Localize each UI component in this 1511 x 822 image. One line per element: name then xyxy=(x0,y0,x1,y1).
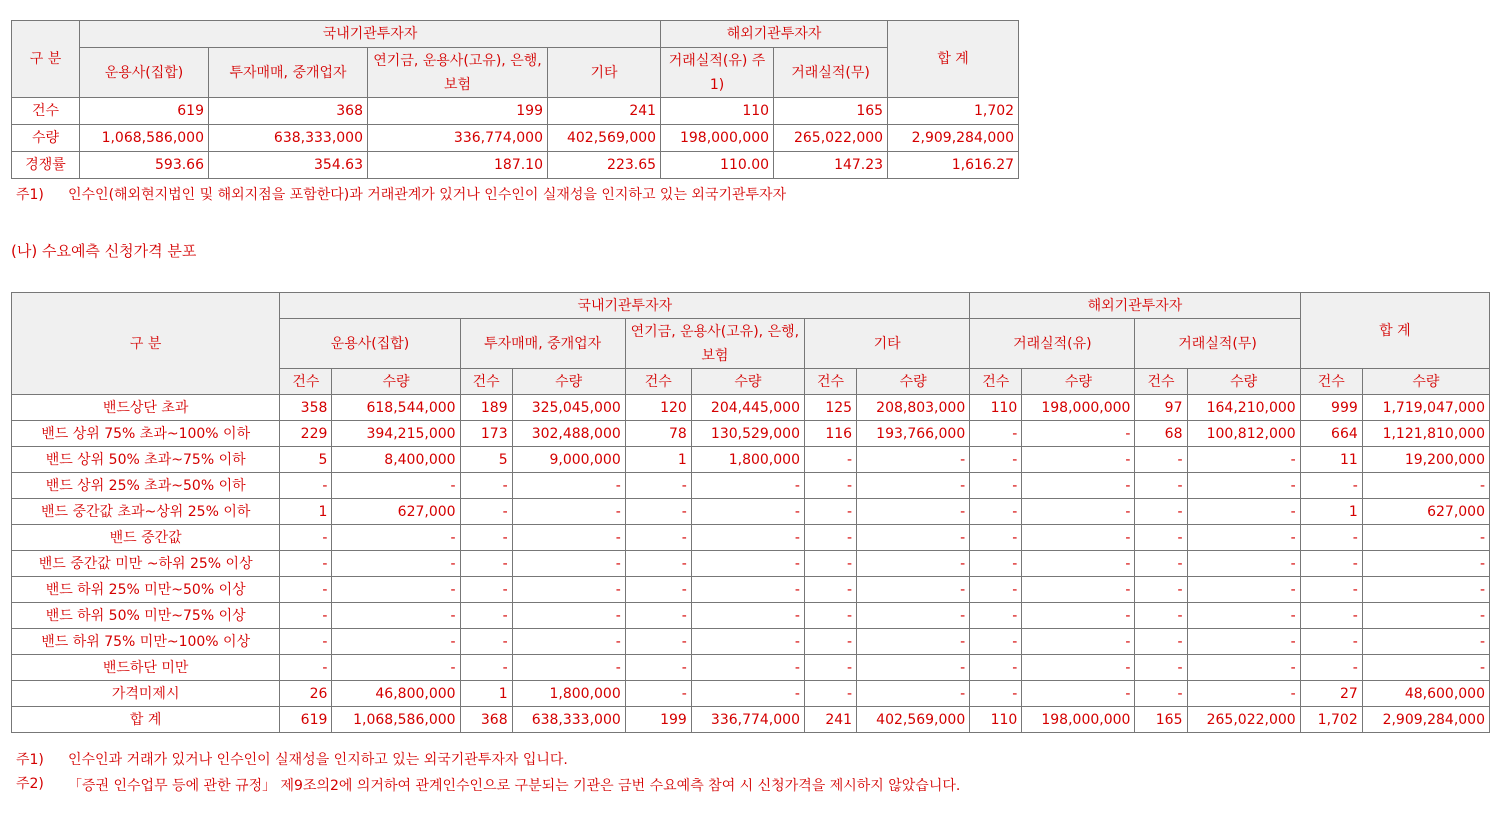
row-label: 가격미제시 xyxy=(12,681,280,707)
qty-value: - xyxy=(857,603,970,629)
count-value: - xyxy=(970,577,1022,603)
qty-value: - xyxy=(1187,525,1300,551)
qty-value: 1,121,810,000 xyxy=(1362,421,1489,447)
qty-value: - xyxy=(1022,525,1135,551)
count-value: - xyxy=(1300,525,1362,551)
count-value: - xyxy=(1300,629,1362,655)
table-row xyxy=(12,629,1490,655)
participation-table xyxy=(11,20,1019,179)
row-label: 밴드 하위 75% 미만~100% 이상 xyxy=(12,629,280,655)
count-value: - xyxy=(625,655,691,681)
qty-value: 1,719,047,000 xyxy=(1362,395,1489,421)
count-value: - xyxy=(1135,473,1187,499)
qty-value: - xyxy=(1022,681,1135,707)
qty-value: 1,068,586,000 xyxy=(332,707,460,733)
footnote-mark: 주1) xyxy=(16,187,44,203)
qty-value: - xyxy=(1022,473,1135,499)
count-value: - xyxy=(280,655,332,681)
qty-value: 130,529,000 xyxy=(691,421,804,447)
count-value: - xyxy=(970,655,1022,681)
qty-value: - xyxy=(512,629,625,655)
subhead-trade-yes: 거래실적(유) xyxy=(970,319,1135,369)
count-value: - xyxy=(280,551,332,577)
count-header: 건수 xyxy=(625,369,691,395)
qty-value: - xyxy=(512,473,625,499)
count-value: - xyxy=(460,577,512,603)
count-value: 664 xyxy=(1300,421,1362,447)
footnote-mark: 주2) xyxy=(16,776,44,792)
subhead-broker: 투자매매, 중개업자 xyxy=(209,48,368,98)
qty-value: - xyxy=(691,551,804,577)
footnote-mark: 주1) xyxy=(16,752,44,768)
count-value: 1 xyxy=(460,681,512,707)
qty-value: 638,333,000 xyxy=(512,707,625,733)
qty-value: 198,000,000 xyxy=(1022,395,1135,421)
table-row xyxy=(12,551,1490,577)
cell-value: 265,022,000 xyxy=(774,125,888,152)
qty-value: - xyxy=(1022,577,1135,603)
qty-value: - xyxy=(332,551,460,577)
count-value: - xyxy=(970,447,1022,473)
qty-value: 9,000,000 xyxy=(512,447,625,473)
count-value: 358 xyxy=(280,395,332,421)
qty-value: - xyxy=(332,473,460,499)
qty-value: - xyxy=(691,577,804,603)
qty-header: 수량 xyxy=(857,369,970,395)
qty-value: - xyxy=(1187,473,1300,499)
count-value: - xyxy=(460,655,512,681)
qty-value: - xyxy=(1187,629,1300,655)
cell-value: 223.65 xyxy=(548,152,661,179)
count-value: - xyxy=(280,603,332,629)
count-value: - xyxy=(280,577,332,603)
qty-value: 265,022,000 xyxy=(1187,707,1300,733)
qty-value: - xyxy=(512,551,625,577)
qty-value: - xyxy=(1187,447,1300,473)
qty-value: - xyxy=(857,499,970,525)
qty-value: - xyxy=(1022,603,1135,629)
count-value: 97 xyxy=(1135,395,1187,421)
count-value: - xyxy=(1300,551,1362,577)
qty-value: - xyxy=(332,629,460,655)
count-value: 189 xyxy=(460,395,512,421)
count-value: - xyxy=(970,499,1022,525)
row-label: 밴드상단 초과 xyxy=(12,395,280,421)
row-label: 밴드 상위 50% 초과~75% 이하 xyxy=(12,447,280,473)
count-value: - xyxy=(804,551,856,577)
footnote-3 xyxy=(16,774,1053,798)
count-value: - xyxy=(625,681,691,707)
footnote-text: 인수인과 거래가 있거나 인수인이 실재성을 인지하고 있는 외국기관투자자 입니다. xyxy=(68,752,568,768)
cell-value: 1,702 xyxy=(888,98,1019,125)
subhead-trade-no: 거래실적(무) xyxy=(774,48,888,98)
qty-value: - xyxy=(857,577,970,603)
section-title: (나) 수요예측 신청가격 분포 xyxy=(11,242,197,260)
qty-value: - xyxy=(1022,447,1135,473)
qty-value: 48,600,000 xyxy=(1362,681,1489,707)
footnote-text: 인수인(해외현지법인 및 해외지점을 포함한다)과 거래관계가 있거나 인수인이 실재성을 인지하고 있는 외국기관투자자 xyxy=(68,187,787,203)
cell-value: 110.00 xyxy=(661,152,774,179)
cell-value: 198,000,000 xyxy=(661,125,774,152)
count-value: - xyxy=(1135,447,1187,473)
subhead-etc: 기타 xyxy=(548,48,661,98)
qty-value: 208,803,000 xyxy=(857,395,970,421)
domestic-header: 국내기관투자자 xyxy=(80,21,661,48)
qty-value: - xyxy=(691,525,804,551)
subhead-fund: 운용사(집합) xyxy=(80,48,209,98)
qty-value: 198,000,000 xyxy=(1022,707,1135,733)
qty-value: - xyxy=(1362,603,1489,629)
table-row xyxy=(12,655,1490,681)
count-value: - xyxy=(970,629,1022,655)
qty-value: - xyxy=(691,603,804,629)
qty-value: 336,774,000 xyxy=(691,707,804,733)
count-value: - xyxy=(970,525,1022,551)
qty-value: 394,215,000 xyxy=(332,421,460,447)
count-value: - xyxy=(1300,603,1362,629)
count-value: - xyxy=(460,525,512,551)
footnote-2 xyxy=(16,750,568,770)
count-value: - xyxy=(625,629,691,655)
qty-value: - xyxy=(512,603,625,629)
total-header: 합 계 xyxy=(888,21,1019,98)
count-value: - xyxy=(625,525,691,551)
qty-value: - xyxy=(857,629,970,655)
count-value: - xyxy=(804,603,856,629)
cell-value: 593.66 xyxy=(80,152,209,179)
count-value: - xyxy=(970,473,1022,499)
count-value: 199 xyxy=(625,707,691,733)
cell-value: 187.10 xyxy=(368,152,548,179)
count-value: - xyxy=(460,603,512,629)
cell-value: 147.23 xyxy=(774,152,888,179)
qty-value: 204,445,000 xyxy=(691,395,804,421)
qty-value: - xyxy=(691,473,804,499)
row-label: 밴드 하위 25% 미만~50% 이상 xyxy=(12,577,280,603)
count-value: - xyxy=(1135,629,1187,655)
qty-value: - xyxy=(332,525,460,551)
row-label: 밴드 중간값 xyxy=(12,525,280,551)
count-value: 27 xyxy=(1300,681,1362,707)
qty-value: 100,812,000 xyxy=(1187,421,1300,447)
qty-value: 164,210,000 xyxy=(1187,395,1300,421)
table-row xyxy=(12,152,1019,179)
count-value: 999 xyxy=(1300,395,1362,421)
count-value: - xyxy=(804,473,856,499)
count-value: 11 xyxy=(1300,447,1362,473)
qty-value: - xyxy=(1362,525,1489,551)
participation-body xyxy=(12,98,1019,179)
cell-value: 110 xyxy=(661,98,774,125)
qty-value: - xyxy=(1187,655,1300,681)
cell-value: 165 xyxy=(774,98,888,125)
count-value: - xyxy=(625,499,691,525)
count-value: - xyxy=(1135,603,1187,629)
footnote-text: 「증권 인수업무 등에 관한 규정」 제9조의2에 의거하여 관계인수인으로 구분되는 기관은 금번 수요예측 참여 시 신청가격을 제시하지 않았습니다. xyxy=(68,778,961,794)
count-value: 26 xyxy=(280,681,332,707)
count-value: - xyxy=(804,629,856,655)
qty-value: - xyxy=(1022,629,1135,655)
count-value: - xyxy=(804,577,856,603)
count-value: 1 xyxy=(280,499,332,525)
cell-value: 336,774,000 xyxy=(368,125,548,152)
qty-value: - xyxy=(1022,499,1135,525)
row-label: 합 계 xyxy=(12,707,280,733)
cell-value: 402,569,000 xyxy=(548,125,661,152)
qty-value: - xyxy=(512,525,625,551)
qty-value: - xyxy=(1362,551,1489,577)
qty-header: 수량 xyxy=(512,369,625,395)
subhead-etc: 기타 xyxy=(804,319,969,369)
count-header: 건수 xyxy=(460,369,512,395)
count-header: 건수 xyxy=(1300,369,1362,395)
qty-value: 402,569,000 xyxy=(857,707,970,733)
gubun-header: 구 분 xyxy=(12,21,80,98)
count-value: 110 xyxy=(970,395,1022,421)
count-value: 78 xyxy=(625,421,691,447)
subhead-pension: 연기금, 운용사(고유), 은행, 보험 xyxy=(625,319,804,369)
count-value: 1 xyxy=(1300,499,1362,525)
table-row xyxy=(12,603,1490,629)
count-value: 229 xyxy=(280,421,332,447)
table-row xyxy=(12,473,1490,499)
qty-value: - xyxy=(691,499,804,525)
qty-value: - xyxy=(1022,421,1135,447)
cell-value: 199 xyxy=(368,98,548,125)
count-value: 68 xyxy=(1135,421,1187,447)
subhead-fund: 운용사(집합) xyxy=(280,319,460,369)
count-value: - xyxy=(460,499,512,525)
row-label: 밴드 상위 75% 초과~100% 이하 xyxy=(12,421,280,447)
cell-value: 368 xyxy=(209,98,368,125)
qty-value: - xyxy=(857,681,970,707)
table-row xyxy=(12,707,1490,733)
count-value: 619 xyxy=(280,707,332,733)
domestic-header: 국내기관투자자 xyxy=(280,293,970,319)
qty-value: - xyxy=(1362,473,1489,499)
table-row xyxy=(12,499,1490,525)
price-distribution-body xyxy=(12,395,1490,733)
row-label: 수량 xyxy=(12,125,80,152)
qty-value: - xyxy=(1187,499,1300,525)
cell-value: 2,909,284,000 xyxy=(888,125,1019,152)
subhead-pension: 연기금, 운용사(고유), 은행, 보험 xyxy=(368,48,548,98)
count-value: - xyxy=(1135,681,1187,707)
count-value: - xyxy=(804,681,856,707)
count-value: - xyxy=(1300,577,1362,603)
count-header: 건수 xyxy=(1135,369,1187,395)
count-value: 110 xyxy=(970,707,1022,733)
qty-value: 302,488,000 xyxy=(512,421,625,447)
cell-value: 638,333,000 xyxy=(209,125,368,152)
qty-value: 193,766,000 xyxy=(857,421,970,447)
count-header: 건수 xyxy=(280,369,332,395)
count-value: 5 xyxy=(280,447,332,473)
count-value: - xyxy=(625,603,691,629)
qty-value: - xyxy=(1362,577,1489,603)
qty-value: 618,544,000 xyxy=(332,395,460,421)
count-header: 건수 xyxy=(804,369,856,395)
total-header: 합 계 xyxy=(1300,293,1489,369)
count-value: 5 xyxy=(460,447,512,473)
qty-value: - xyxy=(1362,629,1489,655)
qty-value: - xyxy=(857,655,970,681)
count-value: 125 xyxy=(804,395,856,421)
cell-value: 1,616.27 xyxy=(888,152,1019,179)
count-value: 165 xyxy=(1135,707,1187,733)
qty-value: - xyxy=(691,629,804,655)
qty-value: - xyxy=(332,577,460,603)
row-label: 건수 xyxy=(12,98,80,125)
qty-value: - xyxy=(332,655,460,681)
count-value: - xyxy=(970,551,1022,577)
qty-value: 627,000 xyxy=(1362,499,1489,525)
gubun-header: 구 분 xyxy=(12,293,280,395)
count-value: - xyxy=(804,525,856,551)
count-value: - xyxy=(625,551,691,577)
cell-value: 1,068,586,000 xyxy=(80,125,209,152)
table-row xyxy=(12,525,1490,551)
qty-header: 수량 xyxy=(1362,369,1489,395)
count-value: - xyxy=(1135,499,1187,525)
qty-value: 1,800,000 xyxy=(512,681,625,707)
foreign-header: 해외기관투자자 xyxy=(970,293,1300,319)
qty-value: 2,909,284,000 xyxy=(1362,707,1489,733)
qty-value: - xyxy=(1187,603,1300,629)
qty-value: - xyxy=(691,655,804,681)
qty-value: - xyxy=(1187,551,1300,577)
table-row xyxy=(12,98,1019,125)
qty-value: 19,200,000 xyxy=(1362,447,1489,473)
count-value: 116 xyxy=(804,421,856,447)
qty-value: - xyxy=(512,499,625,525)
count-value: - xyxy=(1135,577,1187,603)
row-label: 밴드 하위 50% 미만~75% 이상 xyxy=(12,603,280,629)
row-label: 밴드하단 미만 xyxy=(12,655,280,681)
count-value: - xyxy=(460,473,512,499)
count-value: - xyxy=(1135,525,1187,551)
count-value: - xyxy=(280,525,332,551)
qty-value: - xyxy=(857,551,970,577)
count-value: - xyxy=(460,629,512,655)
qty-value: - xyxy=(1362,655,1489,681)
count-value: - xyxy=(970,603,1022,629)
qty-value: 8,400,000 xyxy=(332,447,460,473)
qty-value: - xyxy=(1022,655,1135,681)
qty-value: 325,045,000 xyxy=(512,395,625,421)
count-header: 건수 xyxy=(970,369,1022,395)
qty-header: 수량 xyxy=(691,369,804,395)
row-label: 밴드 중간값 미만 ~하위 25% 이상 xyxy=(12,551,280,577)
count-value: 1,702 xyxy=(1300,707,1362,733)
qty-value: - xyxy=(1187,577,1300,603)
count-value: 1 xyxy=(625,447,691,473)
count-value: - xyxy=(625,577,691,603)
foreign-header: 해외기관투자자 xyxy=(661,21,888,48)
qty-value: - xyxy=(1187,681,1300,707)
count-value: - xyxy=(804,655,856,681)
qty-value: - xyxy=(512,577,625,603)
count-value: 241 xyxy=(804,707,856,733)
qty-value: - xyxy=(857,525,970,551)
qty-header: 수량 xyxy=(1187,369,1300,395)
cell-value: 619 xyxy=(80,98,209,125)
count-value: - xyxy=(280,629,332,655)
qty-value: - xyxy=(332,603,460,629)
qty-value: 46,800,000 xyxy=(332,681,460,707)
qty-value: - xyxy=(512,655,625,681)
count-value: - xyxy=(460,551,512,577)
table-row xyxy=(12,421,1490,447)
table-row xyxy=(12,681,1490,707)
qty-value: 627,000 xyxy=(332,499,460,525)
count-value: - xyxy=(804,447,856,473)
qty-value: 1,800,000 xyxy=(691,447,804,473)
qty-header: 수량 xyxy=(1022,369,1135,395)
count-value: - xyxy=(970,421,1022,447)
qty-value: - xyxy=(1022,551,1135,577)
count-value: - xyxy=(804,499,856,525)
price-distribution-table xyxy=(11,292,1490,733)
row-label: 경쟁률 xyxy=(12,152,80,179)
row-label: 밴드 상위 25% 초과~50% 이하 xyxy=(12,473,280,499)
table-row xyxy=(12,125,1019,152)
cell-value: 354.63 xyxy=(209,152,368,179)
footnote-1 xyxy=(16,185,786,205)
qty-header: 수량 xyxy=(332,369,460,395)
table-row xyxy=(12,577,1490,603)
subhead-trade-no: 거래실적(무) xyxy=(1135,319,1300,369)
table-row xyxy=(12,395,1490,421)
count-value: - xyxy=(625,473,691,499)
count-value: - xyxy=(1135,551,1187,577)
count-value: - xyxy=(1135,655,1187,681)
qty-value: - xyxy=(857,447,970,473)
qty-value: - xyxy=(857,473,970,499)
table-row xyxy=(12,447,1490,473)
subhead-broker: 투자매매, 중개업자 xyxy=(460,319,625,369)
qty-value: - xyxy=(691,681,804,707)
count-value: - xyxy=(970,681,1022,707)
count-value: 368 xyxy=(460,707,512,733)
count-value: - xyxy=(280,473,332,499)
subhead-trade-yes: 거래실적(유) 주1) xyxy=(661,48,774,98)
count-value: 173 xyxy=(460,421,512,447)
count-value: - xyxy=(1300,655,1362,681)
row-label: 밴드 중간값 초과~상위 25% 이하 xyxy=(12,499,280,525)
cell-value: 241 xyxy=(548,98,661,125)
count-value: 120 xyxy=(625,395,691,421)
count-value: - xyxy=(1300,473,1362,499)
